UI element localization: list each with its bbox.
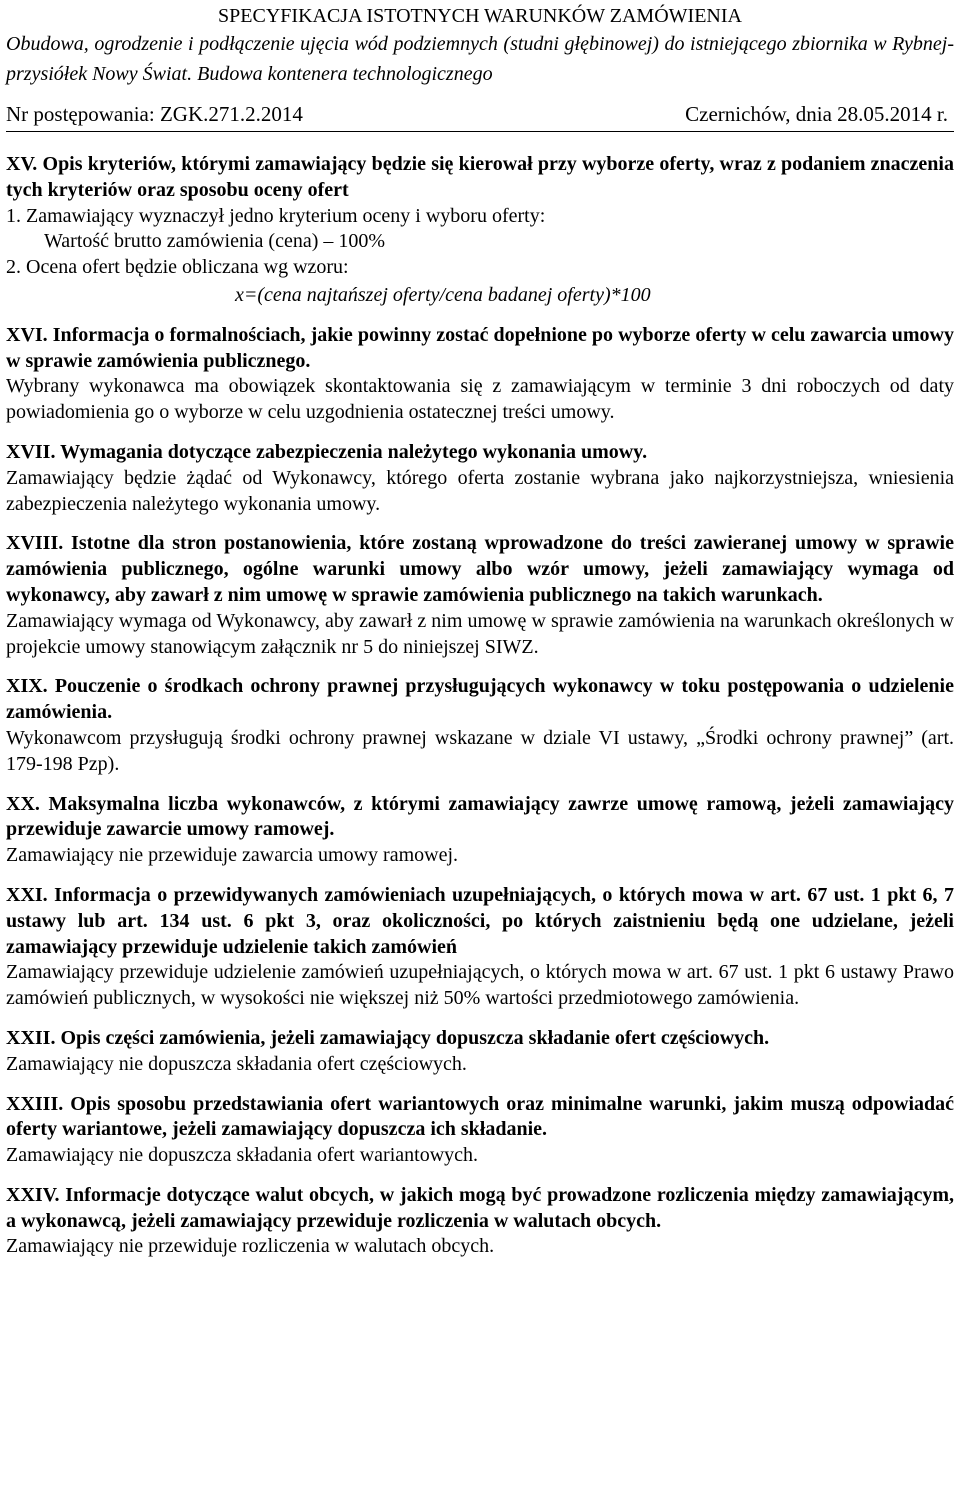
section-heading: XVII. Wymagania dotyczące zabezpieczenia należytego wykonania umowy. bbox=[6, 440, 648, 463]
section-body: Zamawiający będzie żądać od Wykonawcy, którego oferta zostanie wybrana jako najkorzystniejsza, wniesienia zabezpieczenia należytego wykonania umowy. bbox=[6, 466, 954, 515]
document-reference-line bbox=[6, 101, 954, 132]
section-xxiv bbox=[6, 1183, 954, 1260]
document-title: SPECYFIKACJA ISTOTNYCH WARUNKÓW ZAMÓWIENIA bbox=[218, 5, 742, 27]
section-body: Zamawiający nie dopuszcza składania ofert wariantowych. bbox=[6, 1144, 479, 1167]
section-xv bbox=[6, 152, 954, 309]
section-xxii bbox=[6, 1026, 954, 1078]
list-item: 2. Ocena ofert będzie obliczana wg wzoru: bbox=[6, 256, 349, 279]
section-xvii bbox=[6, 440, 954, 517]
section-body: Wykonawcom przysługują środki ochrony prawnej wskazane w dziale VI ustawy, „Środki ochrony prawnej” (art. 179-198 Pzp). bbox=[6, 726, 954, 775]
place-date: Czernichów, dnia 28.05.2014 r. bbox=[685, 102, 948, 126]
section-heading: XIX. Pouczenie o środkach ochrony prawnej przysługujących wykonawcy w toku postępowania o udzielenie zamówienia. bbox=[6, 675, 954, 724]
section-heading: XVI. Informacja o formalnościach, jakie powinny zostać dopełnione po wyborze oferty w celu zawarcia umowy w sprawie zamówienia publicznego. bbox=[6, 323, 954, 372]
section-xxi bbox=[6, 883, 954, 1012]
list-item: 1. Zamawiający wyznaczył jedno kryterium oceny i wyboru oferty: bbox=[6, 204, 546, 227]
section-body: Zamawiający przewiduje udzielenie zamówień uzupełniających, o których mowa w art. 67 ust. 1 pkt 6 ustawy Prawo zamówień publicznych, w wysokości nie większej niż 50% wartości przedmiotowego zamówienia. bbox=[6, 961, 954, 1010]
section-heading: XXIII. Opis sposobu przedstawiania ofert wariantowych oraz minimalne warunki, jakim muszą odpowiadać oferty wariantowe, jeżeli zamawiający dopuszcza ich składanie. bbox=[6, 1092, 954, 1141]
document-subtitle: Obudowa, ogrodzenie i podłączenie ujęcia wód podziemnych (studni głębinowej) do istniejącego zbiornika w Rybnej- przysiółek Nowy Świat. Budowa kontenera technologicznego bbox=[6, 33, 954, 85]
section-body: Zamawiający wymaga od Wykonawcy, aby zawarł z nim umowę w sprawie zamówienia na warunkach określonych w projekcie umowy stanowiącym załącznik nr 5 do niniejszej SIWZ. bbox=[6, 609, 954, 658]
section-xviii bbox=[6, 531, 954, 660]
criterion-text: Wartość brutto zamówienia (cena) – 100% bbox=[44, 230, 386, 253]
section-xxiii bbox=[6, 1092, 954, 1169]
section-heading: XVIII. Istotne dla stron postanowienia, które zostaną wprowadzone do treści zawieranej umowy w sprawie zamówienia publicznego, ogólne warunki umowy albo wzór umowy, jeżeli zamawiający wymaga od wykonawcy, aby zawarł z nim umowę w sprawie zamówienia publicznego na takich warunkach. bbox=[6, 532, 954, 606]
section-xix bbox=[6, 674, 954, 777]
section-heading: XXI. Informacja o przewidywanych zamówieniach uzupełniających, o których mowa w art. 67 ust. 1 pkt 6, 7 ustawy lub art. 134 ust. 6 pkt 3, oraz okoliczności, po których zaistnieniu będą one udzielane, jeżeli zamawiający przewiduje udzielenie takich zamówień bbox=[6, 883, 954, 958]
section-xvi bbox=[6, 323, 954, 426]
section-body: Zamawiający nie przewiduje rozliczenia w walutach obcych. bbox=[6, 1235, 495, 1258]
formula: x=(cena najtańszej oferty/cena badanej oferty)*100 bbox=[235, 283, 651, 306]
section-body: Zamawiający nie przewiduje zawarcia umowy ramowej. bbox=[6, 844, 459, 867]
section-heading: XXIV. Informacje dotyczące walut obcych, w jakich mogą być prowadzone rozliczenia między zamawiającym, a wykonawcą, jeżeli zamawiający przewiduje rozliczenia w walutach obcych. bbox=[6, 1183, 954, 1232]
section-heading: XXII. Opis części zamówienia, jeżeli zamawiający dopuszcza składanie ofert częściowych. bbox=[6, 1026, 770, 1049]
section-heading: XV. Opis kryteriów, którymi zamawiający będzie się kierował przy wyborze oferty, wraz z podaniem znaczenia tych kryteriów oraz sposobu oceny ofert bbox=[6, 153, 954, 201]
section-body: Wybrany wykonawca ma obowiązek skontaktowania się z zamawiającym w terminie 3 dni roboczych od daty powiadomienia go o wyborze w celu uzgodnienia ostatecznej treści umowy. bbox=[6, 375, 954, 424]
section-xx bbox=[6, 792, 954, 869]
case-number: Nr postępowania: ZGK.271.2.2014 bbox=[6, 102, 303, 126]
section-body: Zamawiający nie dopuszcza składania ofert częściowych. bbox=[6, 1052, 467, 1075]
criterion-line bbox=[6, 229, 954, 255]
section-heading: XX. Maksymalna liczba wykonawców, z którymi zamawiający zawrze umowę ramową, jeżeli zamawiający przewiduje zawarcie umowy ramowej. bbox=[6, 792, 954, 841]
